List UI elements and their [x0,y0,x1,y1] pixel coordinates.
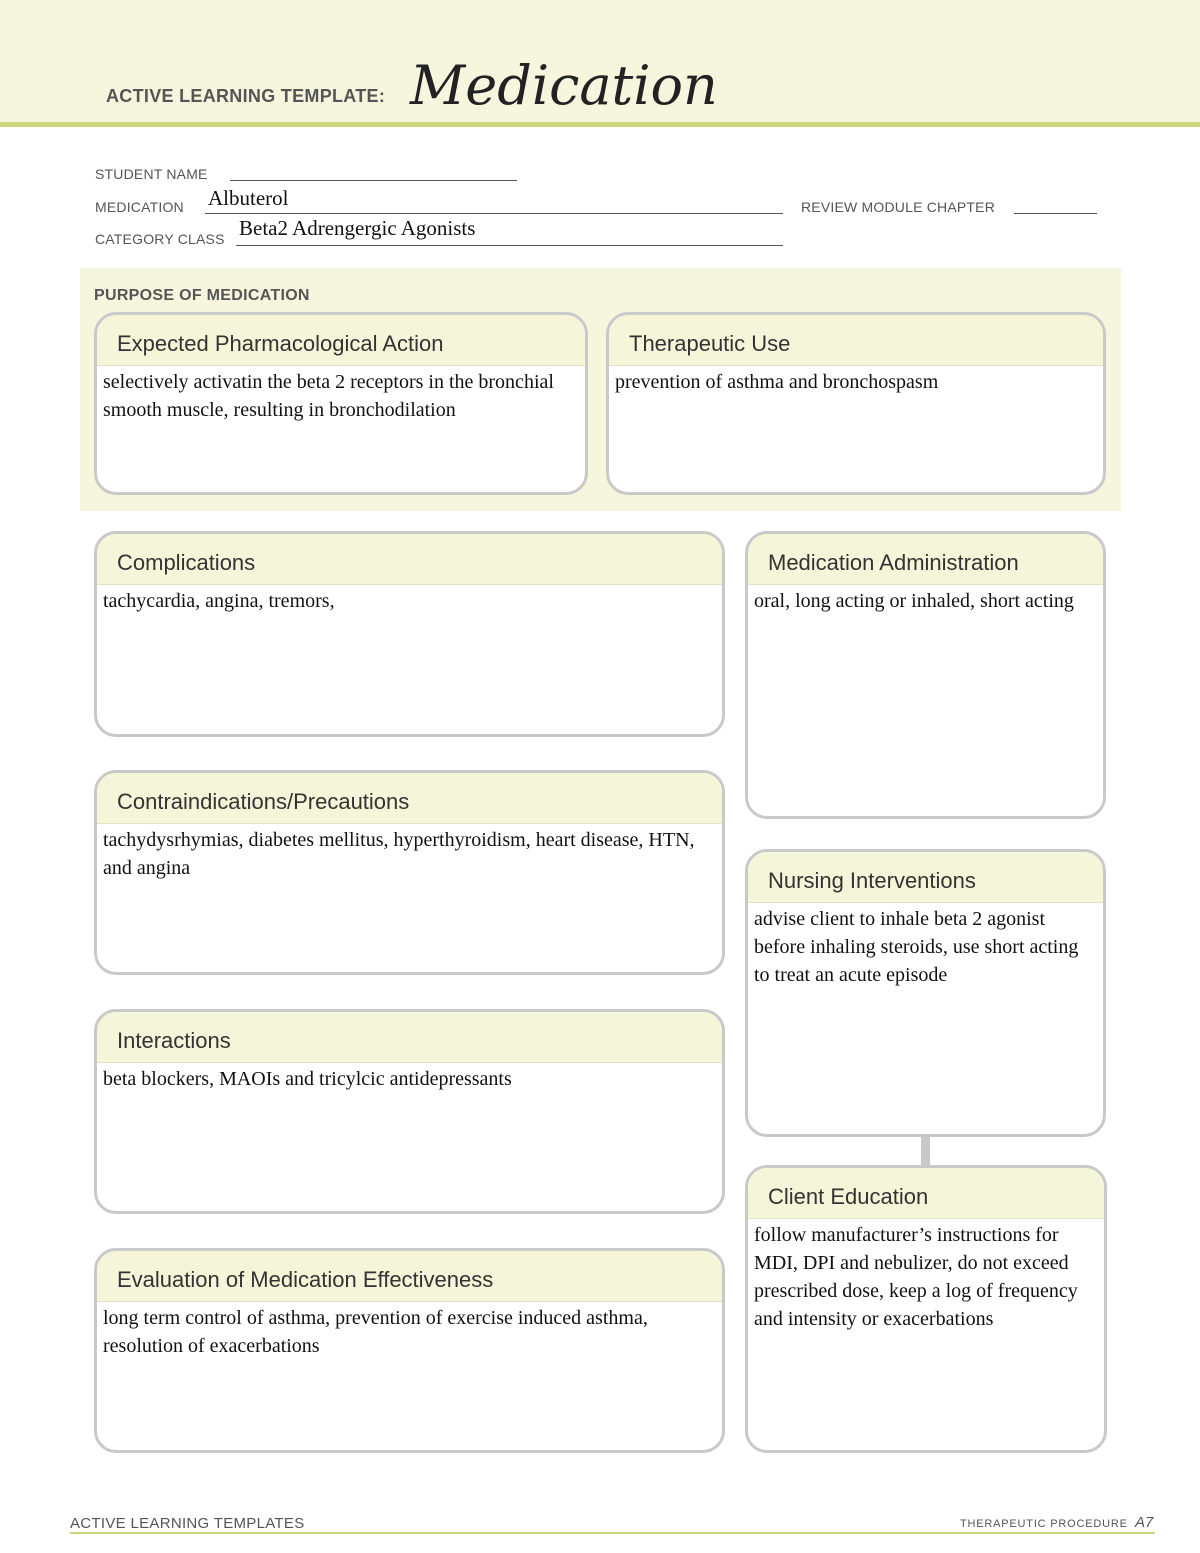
footer-left: ACTIVE LEARNING TEMPLATES [70,1515,305,1532]
contraindications-card [94,770,725,975]
nursing-card [745,849,1106,1137]
review-module-line[interactable] [1014,213,1097,214]
footer-page-number: A7 [1135,1514,1154,1531]
category-class-value: Beta2 Adrengergic Agonists [239,216,476,240]
education-title: Client Education [748,1168,1104,1219]
therapeutic-use-text: prevention of asthma and bronchospasm [615,371,939,393]
education-text: follow manufacturer’s instructions for MDI, DPI and nebulizer, do not exceed prescribed dose, keep a log of frequency and intensity or exacerbations [754,1224,1078,1330]
student-name-line[interactable] [230,180,517,181]
expected-action-text: selectively activatin the beta 2 receptors in the bronchial smooth muscle, resulting in bronchodilation [103,371,554,421]
complications-text: tachycardia, angina, tremors, [103,590,335,612]
student-name-label: STUDENT NAME [95,166,208,182]
review-module-label: REVIEW MODULE CHAPTER [801,199,995,215]
nursing-title: Nursing Interventions [748,852,1103,903]
category-class-line[interactable] [236,245,783,246]
administration-text: oral, long acting or inhaled, short acting [754,590,1074,612]
complications-card [94,531,725,737]
category-class-label: CATEGORY CLASS [95,231,225,247]
interactions-text: beta blockers, MAOIs and tricylcic antidepressants [103,1068,512,1090]
administration-title: Medication Administration [748,534,1103,585]
interactions-card [94,1009,725,1214]
purpose-label: PURPOSE OF MEDICATION [94,287,310,304]
administration-card [745,531,1106,819]
expected-action-title: Expected Pharmacological Action [97,315,585,366]
template-label: ACTIVE LEARNING TEMPLATE: [106,86,386,106]
evaluation-card [94,1248,725,1453]
footer-right: THERAPEUTIC PROCEDURE [960,1518,1128,1530]
card-connector [921,1135,930,1167]
complications-title: Complications [97,534,722,585]
nursing-text: advise client to inhale beta 2 agonist before inhaling steroids, use short acting to treat an acute episode [754,908,1079,986]
contraindications-title: Contraindications/Precautions [97,773,722,824]
education-card [745,1165,1107,1453]
footer-rule [70,1532,1155,1534]
template-title: Medication [410,54,718,117]
medication-label: MEDICATION [95,199,184,215]
therapeutic-use-title: Therapeutic Use [609,315,1103,366]
evaluation-text: long term control of asthma, prevention of exercise induced asthma, resolution of exacerbations [103,1307,648,1357]
interactions-title: Interactions [97,1012,722,1063]
header-rule [0,122,1200,127]
therapeutic-use-card [606,312,1106,495]
evaluation-title: Evaluation of Medication Effectiveness [97,1251,722,1302]
medication-line[interactable] [205,213,783,214]
medication-value: Albuterol [208,186,289,210]
contraindications-text: tachydysrhymias, diabetes mellitus, hyperthyroidism, heart disease, HTN, and angina [103,829,695,879]
expected-action-card [94,312,588,495]
